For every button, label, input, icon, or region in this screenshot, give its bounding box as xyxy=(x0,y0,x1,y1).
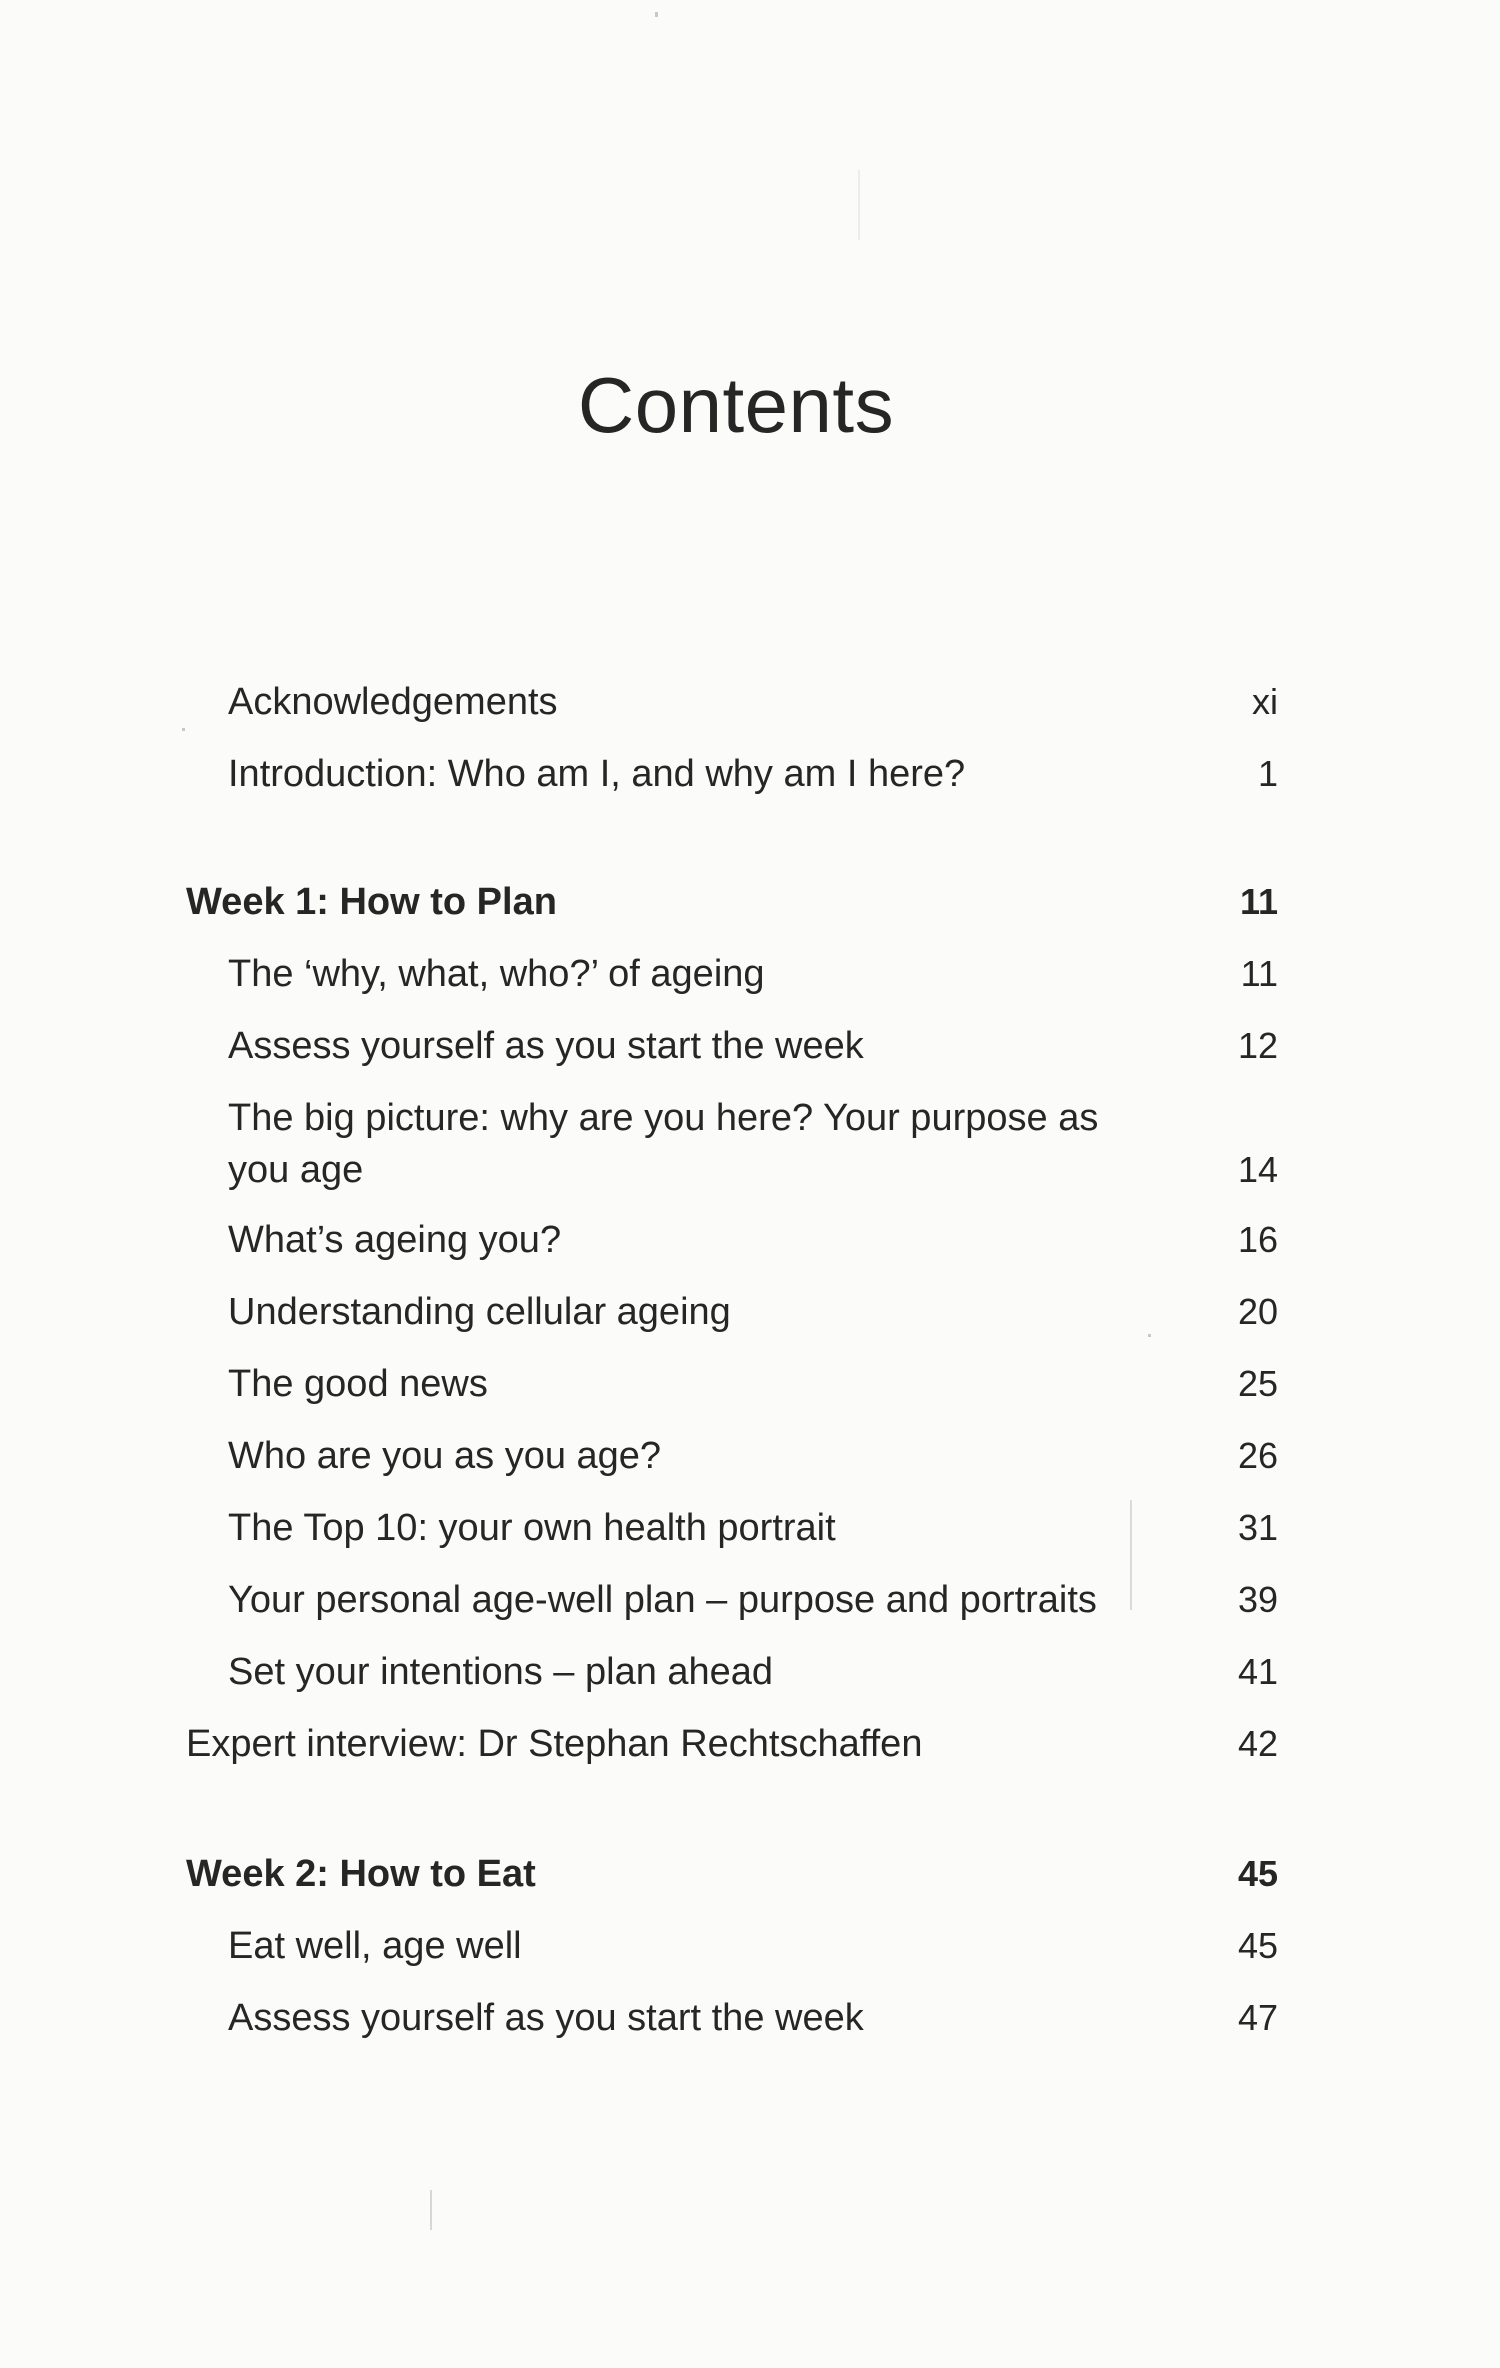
toc-entry-label: Introduction: Who am I, and why am I here? xyxy=(228,753,966,795)
scan-speck xyxy=(655,12,658,17)
toc-entry-page: 14 xyxy=(1237,1149,1278,1190)
toc-entry-label: Set your intentions – plan ahead xyxy=(228,1651,774,1693)
toc-entry-label: Expert interview: Dr Stephan Rechtschaffen xyxy=(186,1723,923,1765)
toc-entry-page: 1 xyxy=(1257,753,1278,794)
toc-entry-page: 31 xyxy=(1237,1507,1278,1548)
scan-mark xyxy=(858,170,860,240)
toc-entry-page: 26 xyxy=(1237,1435,1278,1476)
toc-entry-page: 45 xyxy=(1237,1925,1278,1966)
toc-entry-label: The big picture: why are you here? Your purpose as you age xyxy=(228,1097,1099,1191)
scan-mark xyxy=(1130,1500,1132,1610)
toc-entry-label: Your personal age-well plan – purpose and portraits xyxy=(228,1579,1097,1621)
toc-entry-page: 39 xyxy=(1237,1579,1278,1620)
scan-mark xyxy=(430,2190,432,2230)
toc-entry-page: 20 xyxy=(1237,1291,1278,1332)
toc-entry-page: 11 xyxy=(1240,953,1278,994)
toc-entry-page: 16 xyxy=(1237,1219,1278,1260)
toc-entry-page: 47 xyxy=(1237,1997,1278,2038)
toc-section-page: 45 xyxy=(1237,1853,1278,1894)
toc-section-label: Week 1: How to Plan xyxy=(186,881,557,923)
toc-entry-label: Acknowledgements xyxy=(228,681,558,723)
toc-entry-label: Eat well, age well xyxy=(228,1925,522,1967)
toc-entry-page: 41 xyxy=(1237,1651,1278,1692)
toc-entry-page: 42 xyxy=(1237,1723,1278,1764)
toc-section-label: Week 2: How to Eat xyxy=(186,1853,536,1895)
toc-entry-page: xi xyxy=(1252,681,1278,722)
toc-section-page: 11 xyxy=(1239,881,1278,922)
scan-speck xyxy=(1148,1334,1151,1337)
toc-entry-label: The ‘why, what, who?’ of ageing xyxy=(228,953,765,995)
toc-entry-label: Assess yourself as you start the week xyxy=(228,1997,864,2039)
toc-entry-label: Understanding cellular ageing xyxy=(228,1291,731,1333)
toc-entry-page: 12 xyxy=(1237,1025,1278,1066)
page-title: Contents xyxy=(577,361,895,449)
toc-entry-label: The good news xyxy=(228,1363,488,1405)
scan-speck xyxy=(182,728,185,731)
toc-entry-label: What’s ageing you? xyxy=(228,1219,562,1261)
toc-entry-label: The Top 10: your own health portrait xyxy=(228,1507,836,1549)
toc-entry-label: Who are you as you age? xyxy=(228,1435,662,1477)
toc-entry-label: Assess yourself as you start the week xyxy=(228,1025,864,1067)
toc-entry-page: 25 xyxy=(1237,1363,1278,1404)
